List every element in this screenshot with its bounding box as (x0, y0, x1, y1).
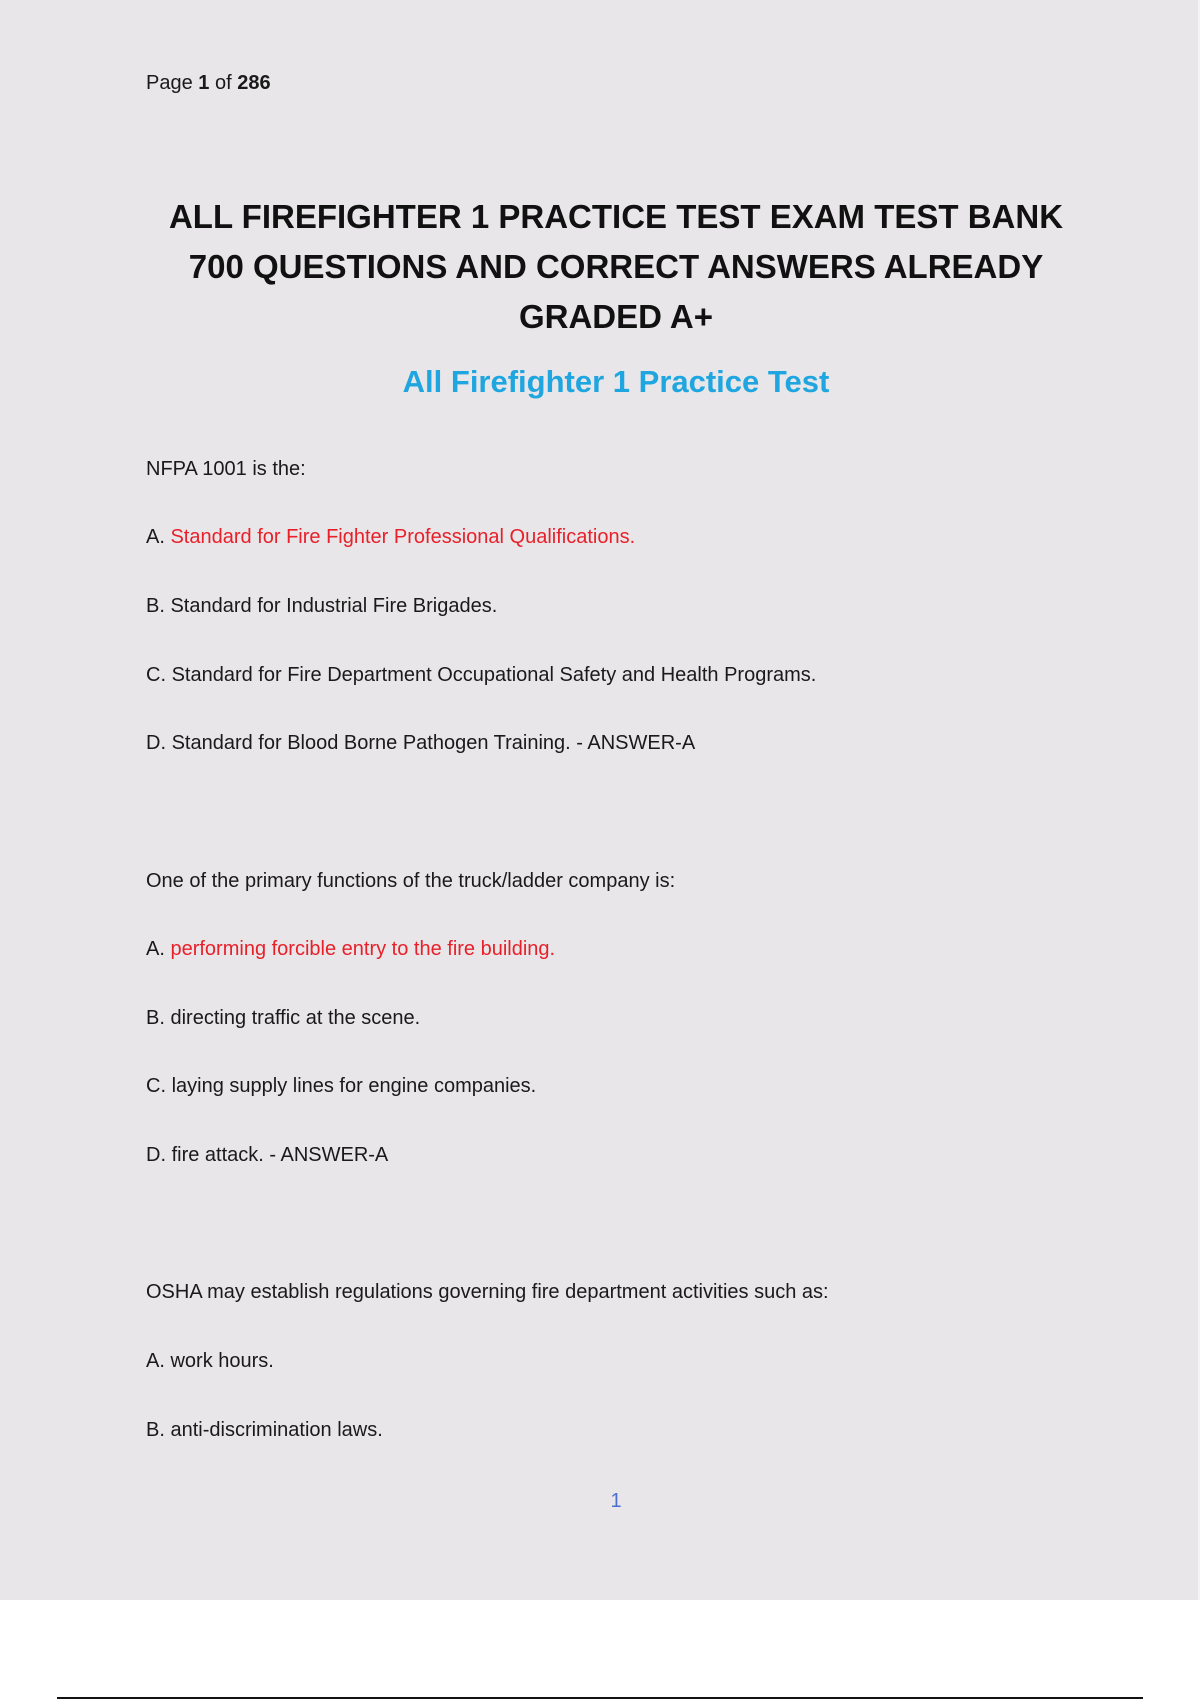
of-word: of (214, 72, 232, 94)
footer-divider (57, 1697, 1143, 1699)
option-prefix: D. (146, 1144, 166, 1166)
option-prefix: A. (146, 1350, 165, 1372)
question-3-option-b (146, 1419, 383, 1442)
option-text: anti-discrimination laws. (170, 1419, 383, 1441)
option-text: Standard for Industrial Fire Brigades. (170, 595, 498, 617)
page-word: Page (146, 72, 193, 94)
question-3-option-a (146, 1350, 274, 1373)
option-prefix: B. (146, 1419, 165, 1441)
option-prefix: B. (146, 595, 165, 617)
question-1-text: NFPA 1001 is the: (146, 458, 306, 480)
option-prefix: C. (146, 1075, 166, 1097)
question-2-option-a (146, 938, 555, 961)
option-prefix: B. (146, 1007, 165, 1029)
document-subtitle: All Firefighter 1 Practice Test (402, 364, 830, 399)
option-text: directing traffic at the scene. (170, 1007, 421, 1029)
option-text: work hours. (170, 1350, 274, 1372)
option-prefix: A. (146, 938, 165, 960)
question-1-option-b (146, 595, 497, 618)
current-page: 1 (198, 72, 210, 94)
correct-answer-text: performing forcible entry to the fire building. (170, 938, 556, 960)
option-prefix: D. (146, 732, 166, 754)
question-2-option-b (146, 1007, 420, 1030)
page-number-footer: 1 (610, 1490, 622, 1512)
question-2-option-d (146, 1144, 388, 1167)
correct-answer-text: Standard for Fire Fighter Professional Qualifications. (170, 526, 636, 548)
option-text: Standard for Blood Borne Pathogen Training. - ANSWER-A (171, 732, 696, 754)
question-1-option-c (146, 664, 816, 687)
question-2-option-c (146, 1075, 536, 1098)
option-text: laying supply lines for engine companies. (171, 1075, 537, 1097)
question-1-option-d (146, 732, 695, 755)
option-text: fire attack. - ANSWER-A (171, 1144, 389, 1166)
document-title: ALL FIREFIGHTER 1 PRACTICE TEST EXAM TEST BANK 700 QUESTIONS AND CORRECT ANSWERS ALREADY GRADED A+ (168, 198, 1064, 335)
option-text: Standard for Fire Department Occupational Safety and Health Programs. (171, 664, 817, 686)
option-prefix: A. (146, 526, 165, 548)
page-counter (146, 72, 271, 95)
question-2-text: One of the primary functions of the truck/ladder company is: (146, 870, 676, 892)
option-prefix: C. (146, 664, 166, 686)
question-1-option-a (146, 526, 635, 549)
total-pages: 286 (237, 72, 271, 94)
question-3-text: OSHA may establish regulations governing fire department activities such as: (146, 1281, 829, 1303)
